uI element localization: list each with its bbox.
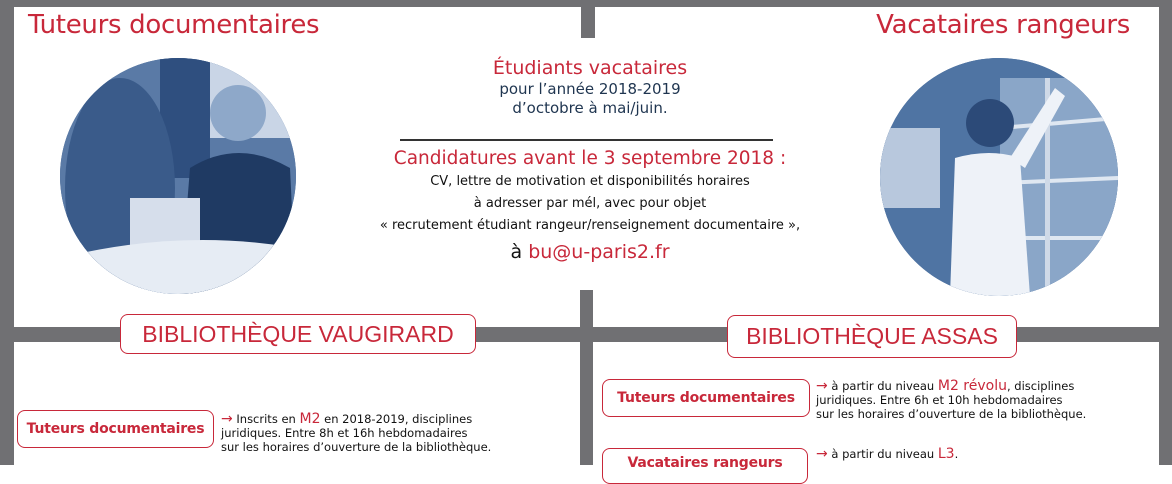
description-line-2: juridiques. Entre 6h et 10h hebdomadaires (816, 393, 1063, 407)
heading-bibliotheque-vaugirard (120, 314, 476, 354)
arrow-right-icon: → (816, 446, 828, 462)
description-line-1 (221, 412, 491, 426)
email-prefix: à (510, 241, 523, 263)
photo-shelving-illustration (880, 58, 1118, 296)
announcement-block (340, 56, 840, 118)
arrow-right-icon: → (816, 378, 828, 394)
frame-center-top-stub (581, 0, 595, 38)
frame-right (1159, 0, 1172, 465)
text-post: . (954, 447, 959, 461)
arrow-right-icon: → (221, 411, 233, 427)
photo-shelving-books (880, 58, 1118, 296)
text-pre: Inscrits en (236, 412, 296, 426)
period-line: d’octobre à mai/juin. (512, 99, 668, 117)
description-line-2: juridiques. Entre 8h et 16h hebdomadaires (221, 426, 468, 440)
description-line-3: sur les horaires d’ouverture de la bibliothèque. (221, 440, 492, 454)
level-highlight: M2 révolu (937, 378, 1007, 394)
description-line-3: sur les horaires d’ouverture de la bibliothèque. (816, 407, 1087, 421)
role-assas-vacataires-description (816, 447, 958, 461)
year-line: pour l’année 2018-2019 (499, 80, 681, 98)
description-line-1 (816, 447, 958, 461)
level-highlight: L3 (937, 446, 955, 462)
photo-tutor-meeting (60, 58, 296, 294)
divider-rule (400, 139, 773, 141)
heading-bibliotheque-assas (727, 315, 1017, 358)
role-label: Vacataires rangeurs (627, 455, 783, 471)
text-pre: à partir du niveau (831, 447, 935, 461)
email-link[interactable]: bu@u-paris2.fr (528, 241, 670, 263)
email-line (340, 237, 840, 267)
title-tuteurs-documentaires: Tuteurs documentaires (28, 10, 320, 40)
photo-tutor-meeting-illustration (60, 58, 296, 294)
role-label: Tuteurs documentaires (617, 390, 795, 406)
title-vacataires-rangeurs: Vacataires rangeurs (876, 10, 1130, 40)
deadline-text: Candidatures avant le 3 septembre 2018 : (393, 148, 787, 169)
role-assas-vacataires (602, 448, 808, 484)
role-assas-tuteurs (602, 379, 810, 417)
role-vaugirard-tuteurs-description (221, 412, 491, 454)
email-subject: « recrutement étudiant rangeur/renseignement documentaire », (379, 218, 801, 233)
send-instructions: à adresser par mél, avec pour objet (473, 196, 707, 211)
text-post: , disciplines (1006, 379, 1075, 393)
application-block (340, 147, 840, 267)
vaugirard-title: BIBLIOTHÈQUE VAUGIRARD (142, 320, 454, 347)
text-pre: à partir du niveau (831, 379, 935, 393)
frame-left (0, 0, 14, 465)
role-assas-tuteurs-description (816, 379, 1086, 421)
frame-center-bottom (580, 290, 593, 465)
level-highlight: M2 (299, 411, 321, 427)
text-post: en 2018-2019, disciplines (324, 412, 473, 426)
description-line-1 (816, 379, 1086, 393)
documents-required: CV, lettre de motivation et disponibilités horaires (430, 174, 750, 189)
role-label: Tuteurs documentaires (26, 421, 205, 437)
role-vaugirard-tuteurs (17, 410, 214, 448)
assas-title: BIBLIOTHÈQUE ASSAS (746, 323, 998, 349)
heading-etudiants-vacataires: Étudiants vacataires (492, 57, 688, 79)
